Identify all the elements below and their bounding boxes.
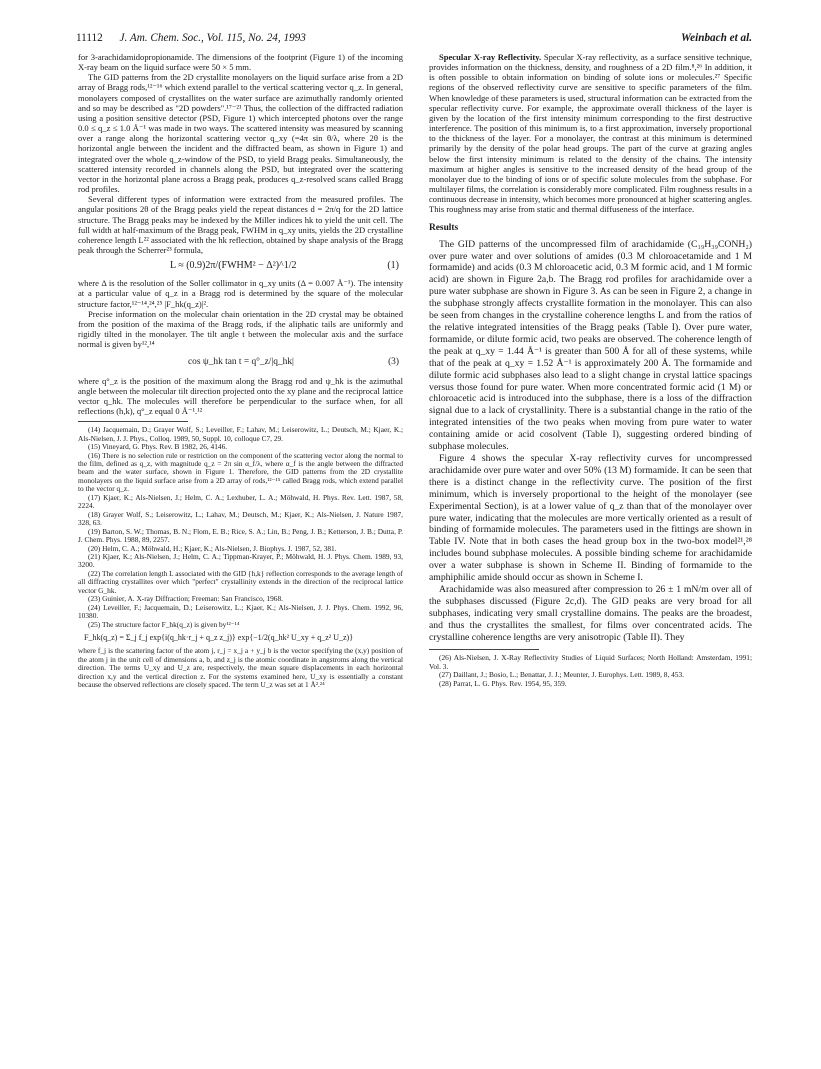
footnote: (24) Leveiller, F.; Jacquemain, D.; Leiserowitz, L.; Kjaer, K.; Als-Nielsen, J. J. Phys. Chem. 1992, 96, 10380. [78, 602, 403, 621]
section-heading-results: Results [429, 222, 459, 233]
footnote: (16) There is no selection rule or restriction on the component of the scattering vector along the normal to the film, defined as q_z, with magnitude q_z = 2π sin α_f/λ, where α_f is the angle between the diffracted beam and the water surface, shown in Figure 1. Therefore, the GID patterns from the 2D crystallite monolayers on the liquid surface arise from a 2D array of rods,¹²⁻¹⁵ called Bragg rods, which extend parallel to the vector q_z. [78, 450, 403, 494]
footnote-divider [429, 649, 539, 650]
equation-formula: cos ψ_hk tan t = q°_z/|q_hk| [188, 357, 294, 368]
structure-factor-equation: F_hk(q_z) = Σ_j f_j exp{i(q_hk·r_j + q_z z_j)} exp{−1/2(q_hk² U_xy + q_z² U_z)} [84, 633, 354, 643]
body-paragraph: where Δ is the resolution of the Soller collimator in q_xy units (Δ = 0.007 Å⁻¹). The intensity at a particular value of q_z in a Bragg rod is determined by the square of the molecular structure factor,¹²⁻¹⁴,²⁴,²⁵ |F_hk(q_z)|². [78, 278, 403, 309]
footnote: (22) The correlation length L associated with the GID {h,k} reflection corresponds to the average length of all diffracting crystallites over which "perfect" crystallinity extends in the direction of the reciprocal lattice vector G_hk. [78, 568, 403, 595]
footnote: (18) Grayer Wolf, S.; Leiserowitz, L.; Lahav, M.; Deutsch, M.; Kjaer, K.; Als-Nielsen, J. Nature 1987, 328, 63. [78, 509, 403, 528]
equation-1 [78, 261, 403, 271]
equation-3 [78, 357, 403, 367]
footnote: (15) Vineyard, G. Phys. Rev. B 1982, 26, 4146. [88, 442, 228, 452]
left-column [78, 52, 403, 689]
body-paragraph: Figure 4 shows the specular X-ray reflectivity curves for uncompressed arachidamide over pure water and over 50% (13 M) formamide. It can be seen that there is a distinct change in the reflectivity curve. The position of the first minimum, which is inversely proportional to the height of the monolayer (see Experimental Section), is at a lower value of q_z than that of the monolayer over pure water, indicating that the molecules are more vertically oriented as a result of binding of formamide molecules. The parameters used in the fittings are shown in Table IV. Note that in both cases the head group box in the two-box model²¹,²⁸ includes bound subphase molecules. A possible binding scheme for arachidamide over a water subphase is shown in Scheme II. Binding of formamide to the amphiphilic amide should occur as shown in Scheme I. [429, 452, 752, 584]
body-paragraph: Precise information on the molecular chain orientation in the 2D crystal may be obtained from the position of the maxima of the Bragg rods, if the aliphatic tails are uniformly and rigidly tilted in the monolayer. The tilt angle t between the molecular axis and the surface normal is given by¹²,¹⁴ [78, 308, 403, 350]
paragraph-text: Specular X-ray reflectivity, as a surface sensitive technique, provides information on the thickness, density, and roughness of a 2D film.⁸,²⁶ In addition, it is often possible to obtain information on binding of solute ions or molecules.²⁷ Specific regions of the observed reflectivity curve are sensitive to specific parameters of the film. When knowledge of these parameters is used, structural information can be extracted from the specular reflectivity curve. For example, the approximate overall thickness of the layer is given by the location of the first intensity minimum corresponding to the first destructive interference. The position of this minimum is, to a first approximation, inversely proportional to the thickness of the layer. For a monolayer, the contrast at this minimum is determined primarily by the density of the polar head groups. The part of the curve at grazing angles below the first intensity minimum is related to the density of the chains. The intensity maximum at higher angles is sensitive to the increased density of the head group of the monolayer due to the binding of ions or of specific solute molecules from the subphase. For multilayer films, the correlation is considerably more complicated. Film roughness results in a continuous decrease in intensity, which becomes more pronounced at higher scattering angles. This roughness may arise from static and thermal diffuseness of the interface. [429, 52, 752, 215]
body-paragraph [429, 52, 752, 215]
body-paragraph: where q°_z is the position of the maximum along the Bragg rod and ψ_hk is the azimuthal angle between the molecular tilt direction projected onto the xy plane and the reciprocal lattice vector q_hk. The molecules will therefore be perpendicular to the surface when, for all reflections (h,k), q°_z equal 0 Å⁻¹.¹² [78, 375, 403, 416]
body-paragraph: The GID patterns from the 2D crystallite monolayers on the liquid surface arise from a 2D array of Bragg rods,¹²⁻¹⁶ which extend parallel to the vertical scattering vector q_z. In general, monolayers composed of crystallites on the water surface are azimuthally randomly oriented and so may be described as "2D powders".¹⁷⁻²¹ Thus, the collection of the diffracted radiation using a position sensitive detector (PSD, Figure 1) which intercepted photons over the range 0.0 ≤ q_z ≤ 1.0 Å⁻¹ was made in two ways. The scattered intensity was measured by scanning over a range along the horizontal scattering vector q_xy (=4π sin θ/λ, where 2θ is the horizontal angle between the incident and the diffracted beam, as shown in Figure 1) and integrated over the whole q_z-window of the PSD, to yield Bragg peaks. Simultaneously, the scattered intensity recorded in channels along the PSD, but integrated over the scattering vector in the horizontal plane across a Bragg peak, produces q_z-resolved scans called Bragg rod profiles. [78, 72, 403, 195]
page-header [76, 32, 752, 48]
subsection-heading: Specular X-ray Reflectivity. [439, 52, 542, 62]
footnote: (27) Daillant, J.; Bosio, L.; Benattar, J. J.; Meunter, J. Europhys. Lett. 1989, 8, 453. [439, 670, 684, 680]
footnote: (19) Barton, S. W.; Thomas, B. N.; Flom, E. B.; Rice, S. A.; Lin, B.; Peng, J. B.; Ketterson, J. B.; Dutta, P. J. Chem. Phys. 1988, 89, 2257. [78, 526, 403, 545]
footnote-divider [78, 421, 188, 422]
page-number: 11112 [76, 32, 103, 44]
footnotes-left [78, 426, 403, 689]
running-head-authors: Weinbach et al. [681, 32, 752, 44]
footnote: (14) Jacquemain, D.; Grayer Wolf, S.; Leveiller, F.; Lahav, M.; Leiserowitz, L.; Deutsch, M.; Kjaer, K.; Als-Nielsen, J. J. Phys., Colloq. 1989, 50, Suppl. 10, colloque C7, 29. [78, 425, 403, 443]
journal-citation: J. Am. Chem. Soc., Vol. 115, No. 24, 1993 [119, 32, 306, 44]
footnote: (20) Helm, C. A.; Möhwald, H.; Kjaer, K.; Als-Nielsen, J. Biophys. J. 1987, 52, 381. [88, 543, 337, 553]
footnote: (23) Guinier, A. X-ray Diffraction; Freeman: San Francisco, 1968. [88, 594, 283, 604]
body-paragraph: for 3-arachidamidopropionamide. The dimensions of the footprint (Figure 1) of the incoming X-ray beam on the liquid surface were 50 × 5 mm. [78, 52, 403, 73]
equation-formula: L ≈ (0.9)2π/(FWHM² − Δ²)^1/2 [170, 260, 297, 272]
body-paragraph: The GID patterns of the uncompressed film of arachidamide (C₁₉H₃₉CONH₂) over pure water and over solutions of amides (0.3 M chloroacetamide and 1 M formamide) and acids (0.3 M chloroacetic acid, 0.3 M formic acid, and 1 M formic acid) are shown in Figure 2a,b. The Bragg rod profiles for arachidamide over a pure water subphase are shown in Figure 3. As can be seen in Figure 2, a change in the subphase strongly affects crystallite formation in the monolayer. This can also be seen from changes in the crystalline coherence lengths L and from the ratios of the relative integrated intensities of the Bragg peaks (Table I). Over pure water, formamide, or dilute formic acid, two peaks are observed. The coherence length of the peak at q_xy = 1.44 Å⁻¹ is greater than 500 Å for all of these systems, while that of the peak at q_xy = 1.52 Å⁻¹ is approximately 200 Å. The formamide and dilute formic acid subphases also lead to a slight change in crystal lattice spacings versus those found for pure water. When more concentrated formic acid (1 M) or chloroacetic acid is introduced into the subphase, there is a loss of the diffraction signal due to a lack of crystallinity. There is a substantial change in the ratio of the integrated intensities of the two peaks when moving from pure water to water containing amide or acid cosolvent (Table I), suggesting ordered binding of subphase molecules. [429, 238, 752, 453]
footnote: (28) Parrat, L. G. Phys. Rev. 1954, 95, 359. [439, 678, 567, 688]
equation-number: (1) [387, 260, 399, 272]
footnote: (26) Als-Nielsen, J. X-Ray Reflectivity Studies of Liquid Surfaces; North Holland: Amsterdam, 1991; Vol. 3. [429, 653, 752, 671]
body-paragraph: Arachidamide was also measured after compression to 26 ± 1 mN/m over all of the subphases discussed (Figure 2c,d). The GID peaks are very broad for all subphases, indicating very small crystalline domains. The peaks are the broadest, and thus the crystallites the smallest, for films over concentrated acids. The crystalline coherence lengths are very anisotropic (Table II). They [429, 583, 752, 643]
equation-number: (3) [388, 357, 399, 368]
right-column [429, 52, 752, 688]
footnote: (17) Kjaer, K.; Als-Nielsen, J.; Helm, C. A.; Lexhuber, L. A.; Möhwald, H. Phys. Rev. Lett. 1987, 58, 2224. [78, 492, 403, 511]
body-paragraph: Several different types of information were extracted from the measured profiles. The angular positions 2θ of the Bragg peaks yield the repeat distances d = 2π/q for the 2D lattice structure. The Bragg peaks may be indexed by the Miller indices hk to yield the unit cell. The full width at half-maximum of the Bragg peak, FWHM in q_xy units, yields the 2D crystalline coherence length L²² associated with the hk reflection, obtained by shape analysis of the Bragg peak through the Scherrer²³ formula, [78, 194, 403, 255]
footnote: (25) The structure factor F_hk(q_z) is given by¹²⁻¹⁴ [88, 619, 240, 629]
footnotes-right [429, 654, 752, 688]
footnote: (21) Kjaer, K.; Als-Nielsen, J.; Helm, C. A.; Tippman-Krayer, P.; Möhwald, H. J. Phys. Chem. 1989, 93, 3200. [78, 551, 403, 570]
footnote-continuation: where f_j is the scattering factor of the atom j, r_j = x_j a + y_j b is the vector specifying the (x,y) position of the atom j in the unit cell of dimensions a, b, and z_j is the atomic coordinate in angstroms along the vertical direction. The terms U_xy and U_z are, respectively, the mean square displacements in each horizontal direction x,y and the vertical direction z. For the systems examined here, U_xy is essentially a constant because the observed reflections are closely spaced. The term U_z was set at 1 Å².²⁴ [78, 646, 403, 689]
